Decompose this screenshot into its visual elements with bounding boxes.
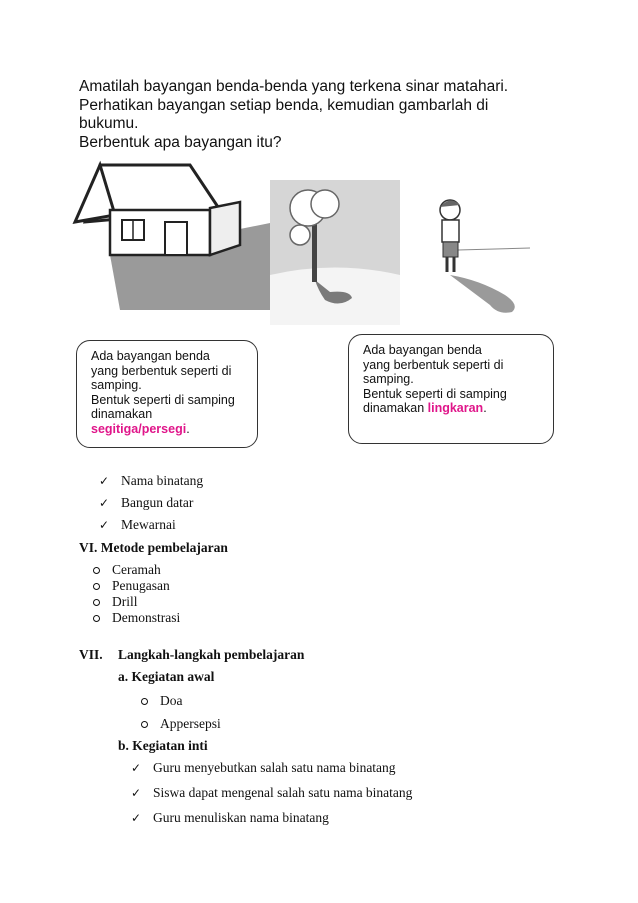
check-icon: ✓	[131, 810, 142, 825]
box-left-line: Bentuk seperti di samping	[91, 392, 235, 407]
list-item-label: Appersepsi	[160, 716, 221, 731]
box-right-line: Ada bayangan benda	[363, 343, 482, 357]
list-item-label: Guru menuliskan nama binatang	[153, 810, 329, 825]
house-illustration	[70, 160, 280, 315]
box-right-prefix: dinamakan	[363, 401, 428, 415]
shadow-shape-box-left	[76, 340, 258, 448]
bullet-icon	[93, 599, 100, 606]
check-icon: ✓	[131, 785, 142, 800]
list-item-label: Drill	[112, 594, 138, 609]
bullet-icon	[93, 615, 100, 622]
bullet-icon	[141, 698, 148, 705]
intro-line: Amatilah bayangan benda-benda yang terkena sinar matahari.	[79, 78, 509, 95]
check-icon: ✓	[99, 495, 110, 510]
check-icon: ✓	[131, 760, 142, 775]
section-number: VII.	[79, 647, 103, 662]
list-item-label: Siswa dapat mengenal salah satu nama binatang	[153, 785, 413, 800]
list-item	[99, 473, 203, 489]
bullet-icon	[93, 567, 100, 574]
list-item-label: Ceramah	[112, 562, 161, 577]
boy-illustration	[420, 190, 530, 315]
list-item-label: Mewarnai	[121, 517, 176, 532]
list-item-label: Demonstrasi	[112, 610, 181, 625]
list-item	[99, 517, 176, 533]
box-left-suffix: .	[186, 421, 190, 436]
list-item	[141, 693, 183, 709]
list-item	[93, 610, 180, 626]
box-right-line: samping.	[363, 372, 414, 386]
box-left-line: yang berbentuk seperti di	[91, 363, 232, 378]
box-right-line: Bentuk seperti di samping	[363, 386, 507, 401]
box-left-line: dinamakan	[91, 407, 153, 421]
intro-line: Berbentuk apa bayangan itu?	[79, 133, 282, 151]
list-item	[131, 785, 412, 801]
list-item-label: Guru menyebutkan salah satu nama binatang	[153, 760, 396, 775]
box-right-answer	[363, 401, 539, 416]
intro-line: Perhatikan bayangan setiap benda, kemudian gambarlah di	[79, 96, 489, 114]
bullet-icon	[93, 583, 100, 590]
box-right-suffix: .	[483, 401, 487, 415]
box-left-answer	[91, 422, 243, 437]
intro-paragraph	[79, 78, 549, 152]
check-icon: ✓	[99, 473, 110, 488]
box-right-highlight: lingkaran	[427, 401, 484, 415]
list-item	[93, 594, 138, 610]
list-item-label: Nama binatang	[121, 473, 204, 488]
shadow-shape-box-right	[348, 334, 554, 444]
bullet-icon	[141, 721, 148, 728]
list-item-label: Bangun datar	[121, 495, 194, 510]
list-item	[99, 495, 193, 511]
list-item	[93, 578, 170, 594]
list-item	[141, 716, 221, 732]
subsection-label: b. Kegiatan inti	[118, 738, 208, 753]
box-left-line: Ada bayangan benda	[91, 349, 210, 363]
section-heading: Langkah-langkah pembelajaran	[118, 647, 305, 662]
list-item	[93, 562, 161, 578]
list-item	[131, 760, 396, 776]
list-item-label: Penugasan	[112, 578, 170, 593]
tree-illustration	[270, 180, 400, 325]
subsection-label: a. Kegiatan awal	[118, 669, 215, 684]
section-heading: VI. Metode pembelajaran	[79, 540, 228, 555]
list-item-label: Doa	[160, 693, 183, 708]
list-item	[131, 810, 329, 826]
boy-shadow	[450, 275, 515, 313]
box-left-line: samping.	[91, 378, 142, 392]
box-left-highlight: segitiga/persegi	[91, 421, 187, 436]
check-icon: ✓	[99, 517, 110, 532]
box-right-line: yang berbentuk seperti di	[363, 357, 504, 372]
intro-line: bukumu.	[79, 115, 139, 132]
